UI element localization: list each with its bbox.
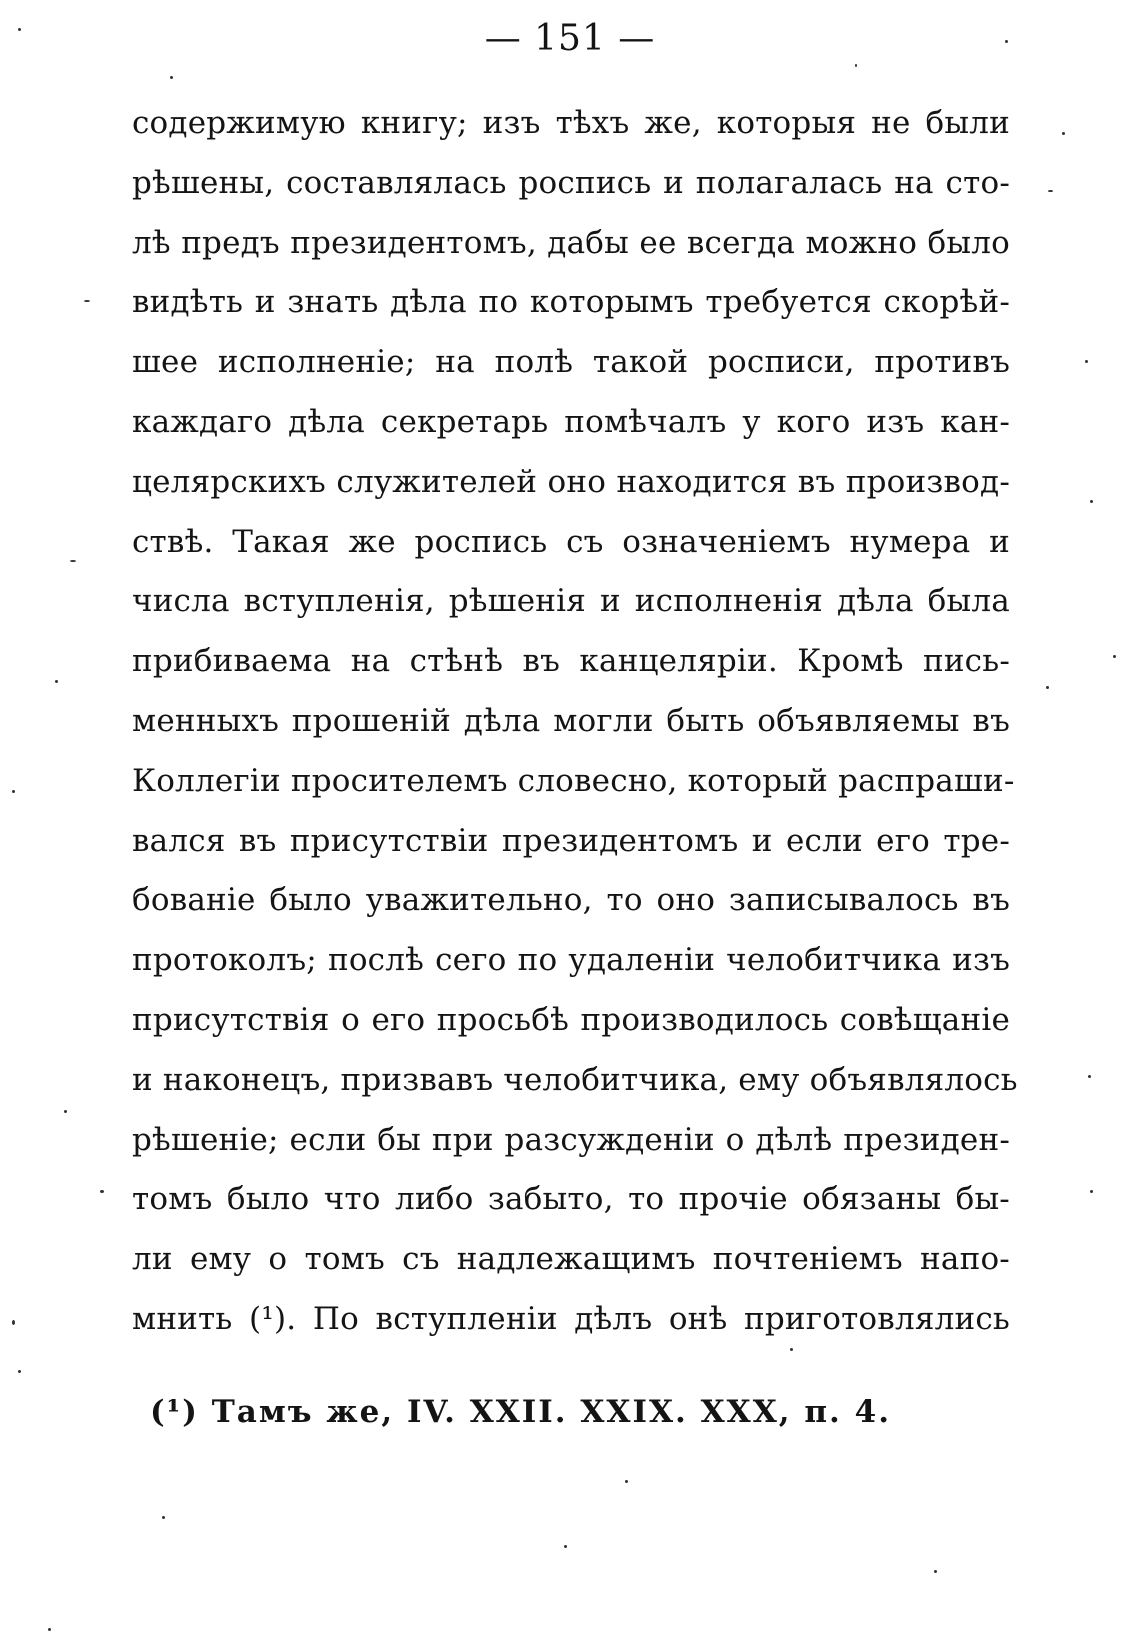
body-text bbox=[132, 94, 1018, 1350]
scan-speck bbox=[1085, 360, 1088, 363]
scan-speck bbox=[170, 76, 173, 79]
text-line: бованіе было уважительно, то оно записывалось въ bbox=[132, 882, 1010, 919]
text-line: ствѣ. Такая же роспись съ означеніемъ нумера и bbox=[132, 523, 1010, 560]
scan-speck bbox=[934, 1570, 937, 1573]
scan-speck bbox=[625, 1480, 628, 1483]
scan-speck bbox=[855, 64, 857, 67]
scan-speck bbox=[18, 28, 21, 31]
text-line: присутствія о его просьбѣ производилось совѣщаніе bbox=[132, 1001, 1010, 1038]
scan-speck bbox=[100, 1190, 104, 1193]
text-line: рѣшеніе; если бы при разсужденіи о дѣлѣ президен- bbox=[132, 1121, 1010, 1158]
text-line: каждаго дѣла секретарь помѣчалъ у кого изъ кан- bbox=[132, 403, 1010, 440]
scan-speck bbox=[84, 300, 90, 302]
scan-speck bbox=[1090, 500, 1093, 503]
text-line: прибиваема на стѣнѣ въ канцеляріи. Кромѣ пись- bbox=[132, 643, 1010, 680]
scan-speck bbox=[790, 1348, 793, 1351]
scan-speck bbox=[48, 1628, 51, 1631]
text-line: числа вступленія, рѣшенія и исполненія дѣла была bbox=[132, 583, 1010, 620]
scan-speck bbox=[1046, 686, 1049, 689]
scan-speck bbox=[1048, 190, 1053, 192]
text-line: томъ было что либо забыто, то прочіе обязаны бы- bbox=[132, 1181, 1010, 1218]
page-number: — 151 — bbox=[484, 18, 656, 59]
text-line: содержимую книгу; изъ тѣхъ же, которыя не были bbox=[132, 105, 1010, 141]
text-line: шее исполненіе; на полѣ такой росписи, противъ bbox=[132, 344, 1010, 381]
footnote: (¹) Тамъ же, IV. XXII. XXIX. XXX, п. 4. bbox=[150, 1394, 892, 1430]
text-line: протоколъ; послѣ сего по удаленіи челобитчика изъ bbox=[132, 942, 1010, 979]
scan-speck bbox=[1113, 655, 1116, 658]
scan-speck bbox=[12, 1320, 15, 1325]
text-line: и наконецъ, призвавъ челобитчика, ему объявлялось bbox=[132, 1061, 1018, 1098]
scan-speck bbox=[162, 1516, 165, 1519]
scan-speck bbox=[1005, 40, 1008, 43]
scan-speck bbox=[18, 1370, 21, 1373]
text-line: видѣть и знать дѣла по которымъ требуется скорѣй- bbox=[132, 284, 1010, 321]
scan-speck bbox=[55, 680, 58, 683]
text-line: вался въ присутствіи президентомъ и если его тре- bbox=[132, 822, 1010, 859]
scan-speck bbox=[70, 560, 76, 562]
text-line: лѣ предъ президентомъ, дабы ее всегда можно было bbox=[132, 224, 1010, 261]
text-line: целярскихъ служителей оно находится въ производ- bbox=[132, 463, 1010, 500]
scan-speck bbox=[1090, 1190, 1093, 1193]
scan-speck bbox=[12, 790, 15, 793]
scan-speck bbox=[1088, 1075, 1091, 1078]
scan-speck bbox=[1062, 132, 1065, 135]
text-line: мнить (¹). По вступленіи дѣлъ онѣ приготовлялись bbox=[132, 1300, 1010, 1337]
text-line: рѣшены, составлялась роспись и полагалась на сто- bbox=[132, 164, 1010, 201]
text-line: Коллегіи просителемъ словесно, который распраши- bbox=[132, 762, 1015, 799]
scan-speck bbox=[64, 1110, 67, 1113]
scan-speck bbox=[564, 1545, 567, 1548]
text-line: менныхъ прошеній дѣла могли быть объявляемы въ bbox=[132, 702, 1010, 739]
text-line: ли ему о томъ съ надлежащимъ почтеніемъ напо- bbox=[132, 1241, 1010, 1278]
